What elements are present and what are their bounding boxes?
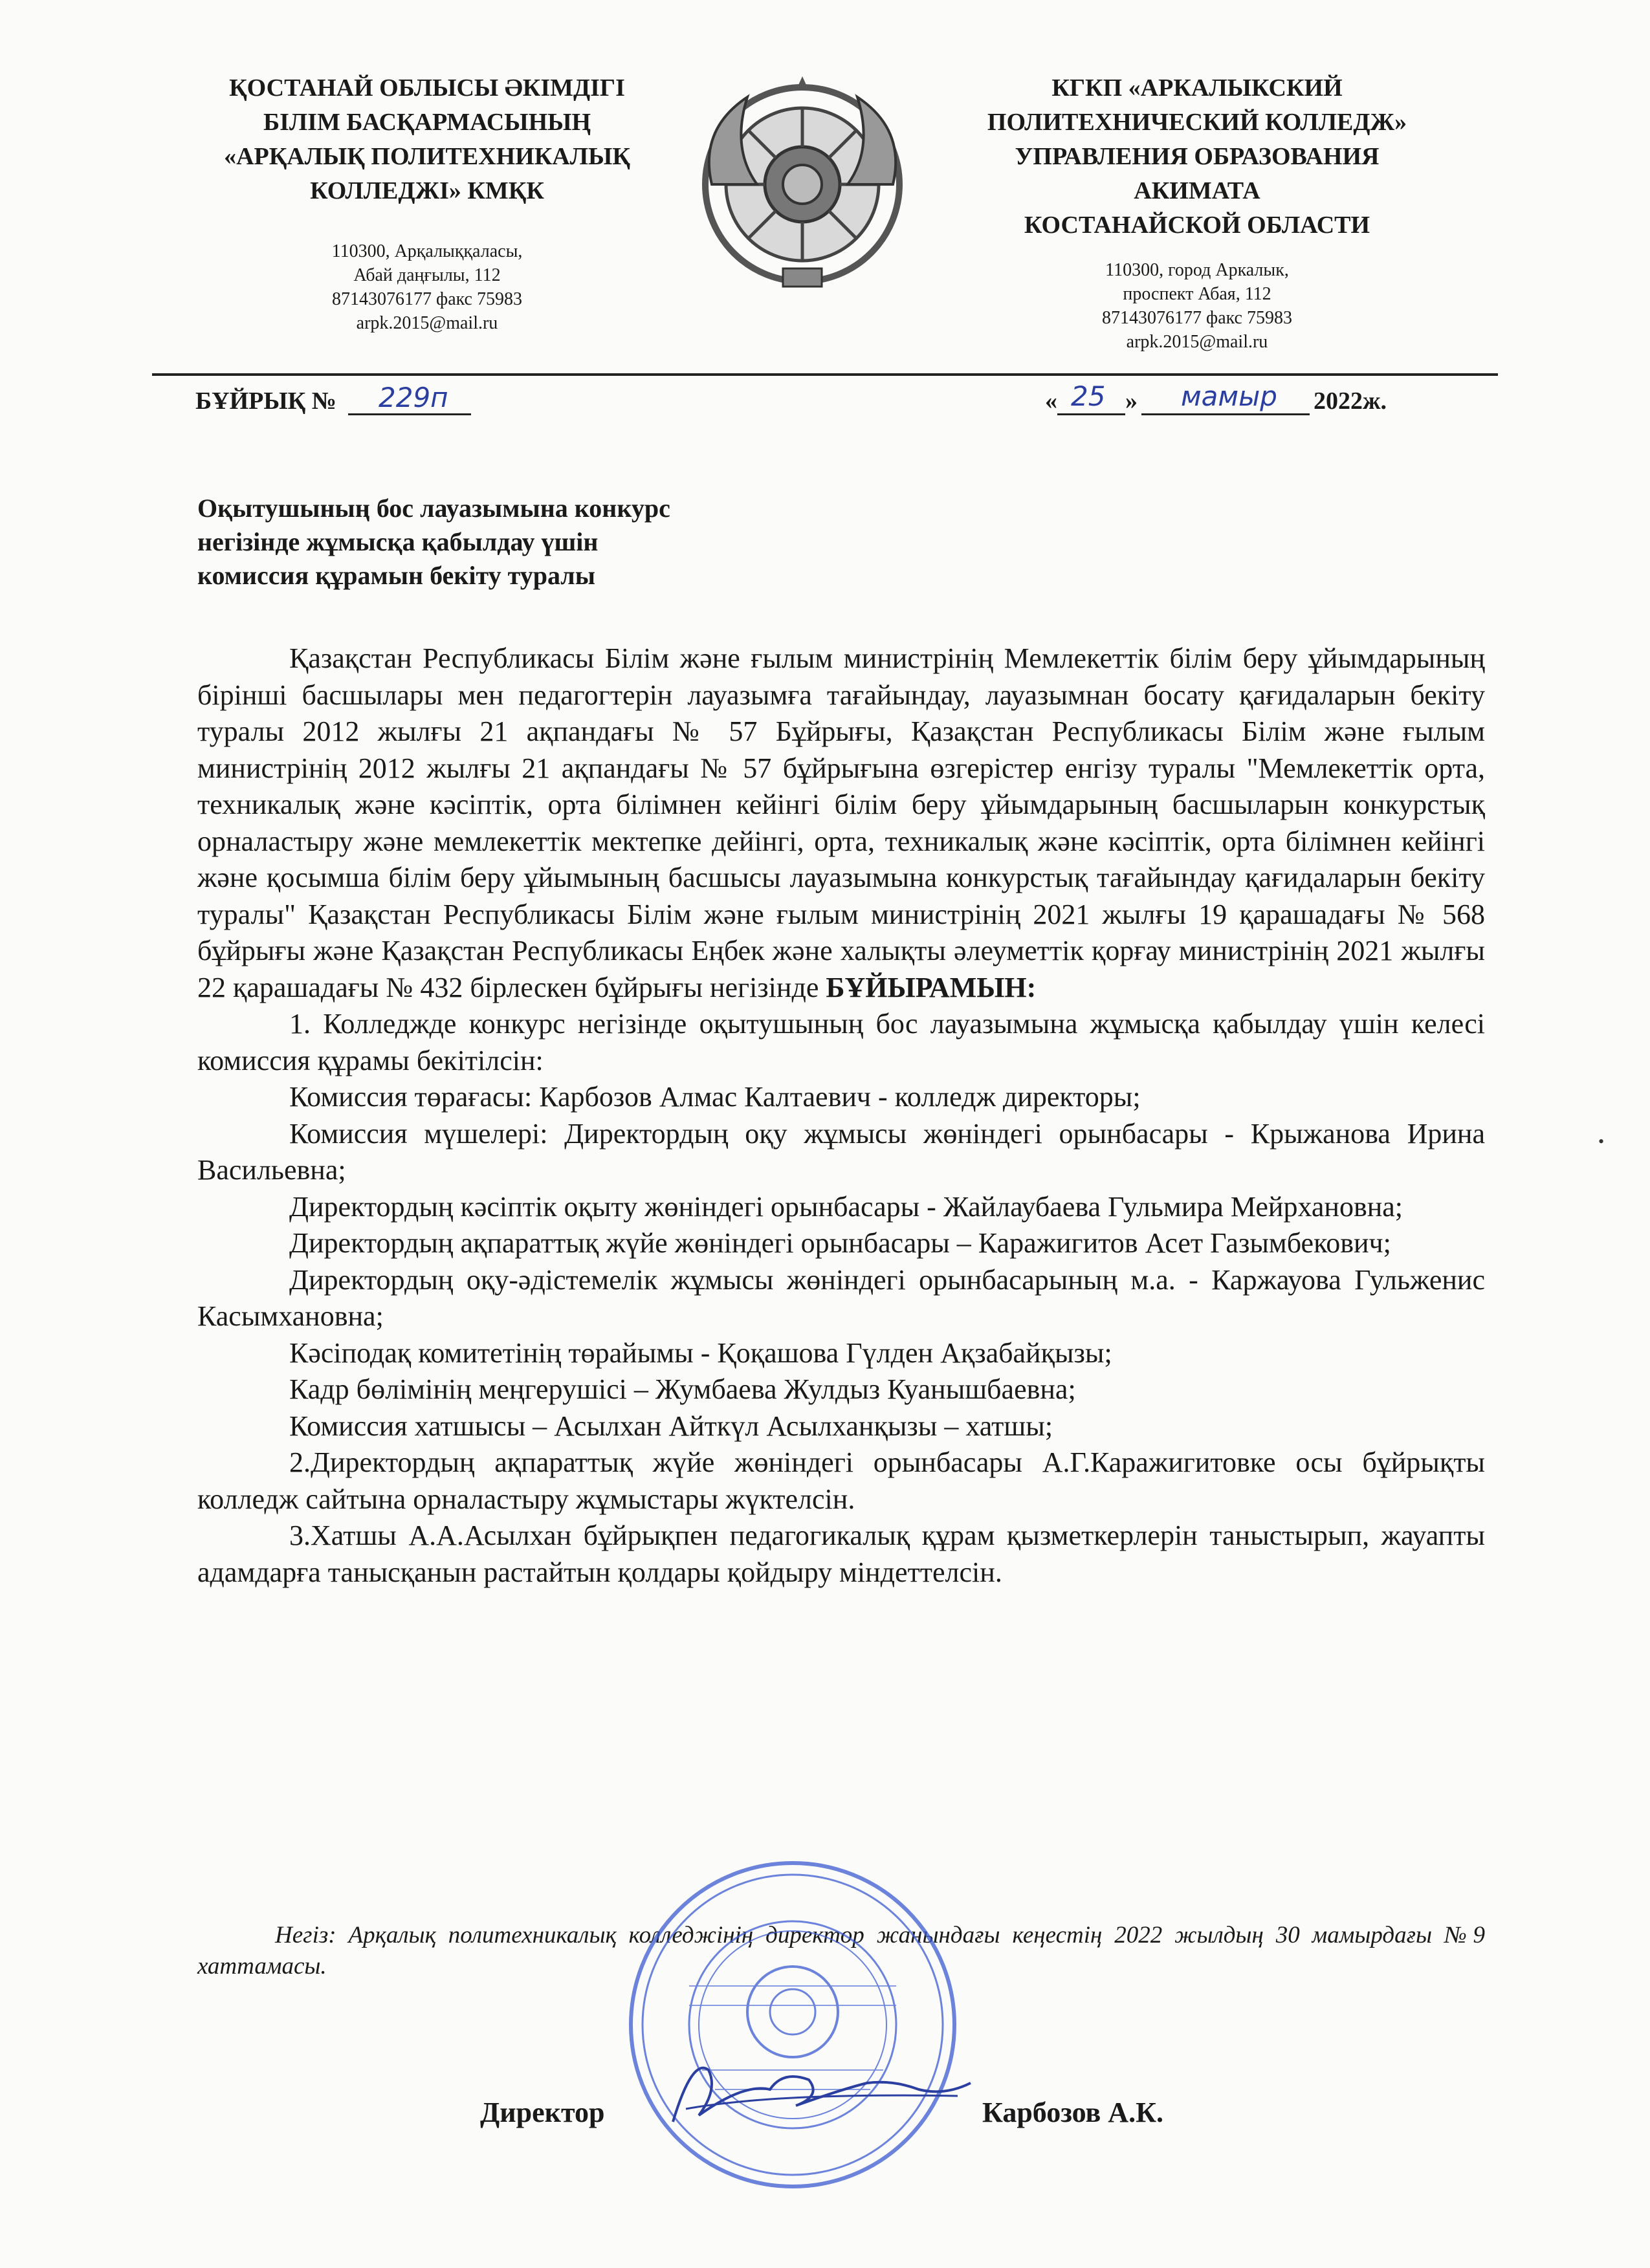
list-item: Комиссия төрағасы: Карбозов Алмас Калтаевич - колледж директоры; (289, 1081, 1141, 1113)
org-name-ru (919, 71, 1475, 243)
list-item: Директордың ақпараттық жүйе жөніндегі орынбасары – Каражигитов Асет Газымбекович; (289, 1227, 1391, 1259)
date-month-handwritten: мамыр (1181, 380, 1277, 412)
list-item: Директордың оқу-әдістемелік жұмысы жөніндегі орынбасарының м.а. - Каржауова Гульженис Касымхановна; (197, 1263, 1485, 1332)
order-number-handwritten: 229п (379, 382, 448, 413)
list-item: Кәсіподақ комитетінің төрайымы - Қоқашова Гүлден Ақзабайқызы; (289, 1336, 1112, 1369)
order-word: БҰЙЫРАМЫН: (826, 971, 1037, 1003)
address-line: arpk.2015@mail.ru (1126, 332, 1268, 352)
address-line: 110300, город Аркалык, (1105, 260, 1289, 280)
org-line: АКИМАТА (1134, 177, 1260, 204)
list-item: Комиссия мүшелері: Директордың оқу жұмысы жөніндегі орынбасары - Крыжанова Ирина Васильевна; (197, 1117, 1485, 1186)
address-ru (919, 258, 1475, 354)
state-emblem-icon (686, 71, 919, 298)
date-quote-close: » (1125, 387, 1138, 415)
title-line: комиссия құрамын бекіту туралы (197, 561, 595, 590)
address-line: 110300, Арқалыққаласы, (331, 241, 523, 261)
list-item: 2.Директордың ақпараттық жүйе жөніндегі орынбасары А.Г.Каражигитовке осы бұйрықты колледж сайтына орналастыру жұмыстары жүктелсін. (197, 1446, 1485, 1515)
title-line: Оқытушының бос лауазымына конкурс (197, 494, 670, 523)
org-line: «АРҚАЛЫҚ ПОЛИТЕХНИКАЛЫҚ (224, 143, 630, 170)
org-line: БІЛІМ БАСҚАРМАСЫНЫҢ (263, 109, 591, 136)
signatory-name: Карбозов А.К. (982, 2097, 1163, 2128)
date-day-handwritten: 25 (1071, 380, 1106, 412)
org-line: КОСТАНАЙСКОЙ ОБЛАСТИ (1024, 212, 1370, 239)
list-item: 3.Хатшы А.А.Асылхан бұйрықпен педагогикалық құрам қызметкерлерін таныстырып, жауапты адамдарға танысқанын растайтын қолдары қойдыру міндеттелсін. (197, 1520, 1485, 1588)
address-line: arpk.2015@mail.ru (356, 313, 498, 333)
official-stamp-icon (624, 1857, 961, 2193)
list-item: Комиссия хатшысы – Асылхан Айткүл Асылханқызы – хатшы; (289, 1410, 1053, 1442)
order-label: БҰЙРЫҚ № (195, 387, 336, 415)
list-item: Кадр бөлімінің меңгерушісі – Жумбаева Жулдыз Куанышбаевна; (289, 1373, 1076, 1405)
org-line: ҚОСТАНАЙ ОБЛЫСЫ ӘКІМДІГІ (229, 74, 625, 102)
document-title (197, 492, 670, 593)
address-line: проспект Абая, 112 (1123, 284, 1271, 304)
header-right-org (919, 71, 1475, 354)
header-left-org (149, 71, 705, 335)
handwritten-signature-icon (647, 2044, 984, 2141)
margin-mark: • (1598, 1132, 1605, 1151)
header-divider (152, 373, 1498, 376)
list-item: Директордың кәсіптік оқыту жөніндегі орынбасары - Жайлаубаева Гульмира Мейрхановна; (289, 1190, 1403, 1223)
address-line: 87143076177 факс 75983 (1102, 308, 1292, 328)
org-name-kz (149, 71, 705, 208)
basis-note: Негіз: Арқалық политехникалық колледжінің директор жанындағы кеңестің 2022 жылдың 30 мамырдағы №9 хаттамасы. (197, 1922, 1485, 1979)
signatory-role: Директор (480, 2097, 605, 2128)
title-line: негізінде жұмысқа қабылдау үшін (197, 527, 599, 556)
date-quote-open: « (1045, 387, 1057, 415)
preamble-paragraph (197, 640, 1485, 1006)
address-line: Абай даңғылы, 112 (353, 265, 501, 285)
preamble-text: Қазақстан Республикасы Білім және ғылым министрінің Мемлекеттік білім беру ұйымдарының бірінші басшылары мен педагогтерін лауазымға тағайындау, лауазымнан босату қағидаларын бекіту туралы 2012 жылғы 21 ақпандағы № 57 Бұйрығы, Қазақстан Республикасы Білім және ғылым министрінің 2012 жылғы 21 ақпандағы № 57 бұйрығына өзгерістер енгізу туралы "Мемлекеттік орта, техникалық және кәсіптік, орта білімнен кейінгі білім беру ұйымдарының басшыларын конкурстық орналастыру және мемлекеттік мектепке дейінгі, орта, техникалық және кәсіптік, орта білімнен кейінгі және қосымша білім беру ұйымының басшысы лауазымына конкурстық тағайындау қағидаларын бекіту туралы" Қазақстан Республикасы Білім және ғылым министрінің 2021 жылғы 19 қарашадағы № 568 бұйрығы және Қазақстан Республикасы Еңбек және халықты әлеуметтік қорғау министрінің 2021 жылғы 22 қарашадағы № 432 бірлескен бұйрығы негізінде (197, 642, 1485, 1003)
org-line: УПРАВЛЕНИЯ ОБРАЗОВАНИЯ (1015, 143, 1380, 170)
document-body (197, 640, 1485, 1591)
address-line: 87143076177 факс 75983 (332, 289, 522, 309)
list-item: 1. Колледжде конкурс негізінде оқытушының бос лауазымына жұмысқа қабылдау үшін келесі комиссия құрамы бекітілсін: (197, 1008, 1485, 1076)
org-line: ПОЛИТЕХНИЧЕСКИЙ КОЛЛЕДЖ» (987, 109, 1407, 136)
date-year: 2022ж. (1314, 387, 1387, 415)
address-kz (149, 239, 705, 335)
org-line: КГКП «АРКАЛЫКСКИЙ (1051, 74, 1343, 102)
org-line: КОЛЛЕДЖІ» КМҚК (310, 177, 544, 204)
